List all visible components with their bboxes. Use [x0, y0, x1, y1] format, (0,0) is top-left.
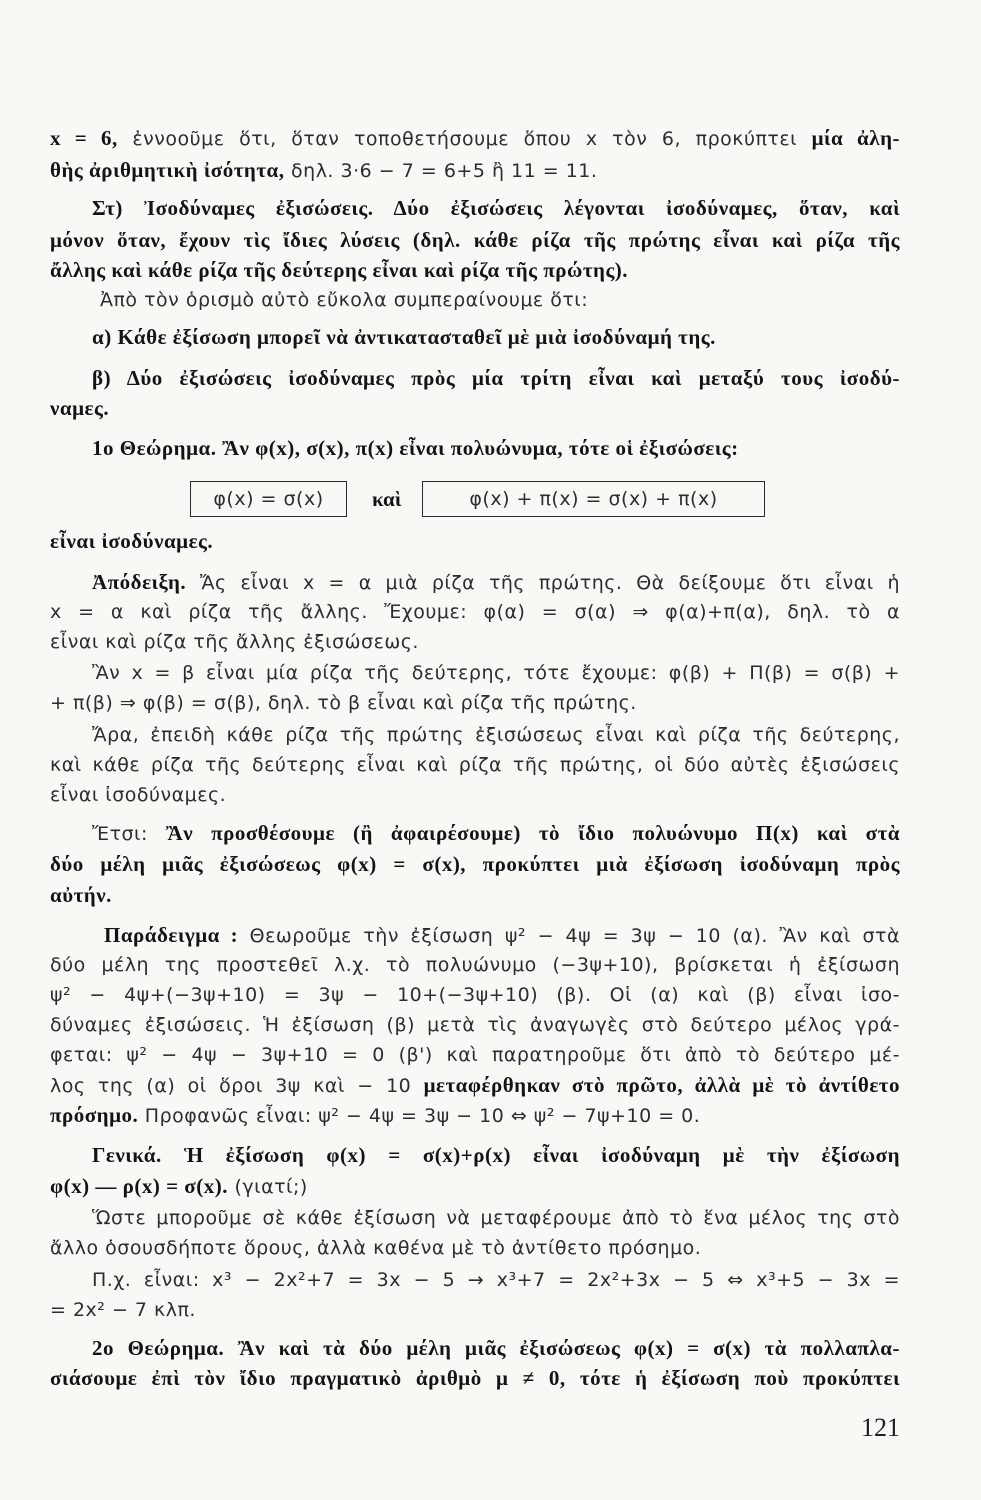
- section-heading-equivalent-equations: Στ) Ἰσοδύναμες ἐξισώσεις. Δύο ἐξισώσεις λέγονται ἰσοδύναμες, ὅταν, καὶ: [92, 196, 900, 220]
- text-line: [50, 1100, 900, 1130]
- emphasis-text: πρόσημο.: [50, 1103, 139, 1127]
- text-line: + π(β) ⇒ φ(β) = σ(β), δηλ. τὸ β εἶναι καὶ ρίζα τῆς πρώτης.: [50, 692, 637, 714]
- text-line: αὐτήν.: [50, 883, 112, 907]
- emphasis-text: μεταφέρθηκαν στὸ πρῶτο, ἀλλὰ μὲ τὸ ἀντίθετο: [423, 1073, 900, 1097]
- text-line: [104, 920, 900, 950]
- text-line: ψ² − 4ψ+(−3ψ+10) = 3ψ − 10+(−3ψ+10) (β). Οἱ (α) καὶ (β) εἶναι ἰσο-: [50, 984, 900, 1006]
- equation-connector: καὶ: [372, 487, 402, 511]
- emphasis-text: x = 6,: [50, 126, 118, 150]
- text-line: δύναμες ἐξισώσεις. Ἡ ἐξίσωση (β) μετὰ τὶς ἀναγωγὲς στὸ δεύτερο μέλος γρά-: [50, 1014, 900, 1036]
- body-text: λος της (α) οἱ ὅροι 3ψ καὶ − 10: [50, 1075, 424, 1097]
- list-item-b: β) Δύο ἐξισώσεις ἰσοδύναμες πρὸς μία τρίτη εἶναι καὶ μεταξύ τους ἰσοδύ-: [92, 366, 900, 390]
- text-line: Ἂν x = β εἶναι μία ρίζα τῆς δεύτερης, τότε ἔχουμε: φ(β) + Π(β) = σ(β) +: [92, 662, 900, 684]
- corollary-lead: Ἔτσι:: [92, 823, 148, 845]
- body-text: Προφανῶς εἶναι: ψ² − 4ψ = 3ψ − 10 ⇔ ψ² − 7ψ+10 = 0.: [138, 1105, 701, 1127]
- body-text: Θεωροῦμε τὴν ἐξίσωση ψ² − 4ψ = 3ψ − 10 (α). Ἂν καὶ στὰ: [238, 925, 900, 947]
- body-text: ἐννοοῦμε ὅτι, ὅταν τοποθετήσουμε ὅπου x τὸν 6, προκύπτει: [117, 128, 812, 150]
- text-line: [50, 1070, 900, 1100]
- emphasis-text: Ἂν προσθέσουμε (ἢ ἀφαιρέσουμε) τὸ ἴδιο πολυώνυμο Π(x) καὶ στὰ: [147, 821, 900, 845]
- consequence-text: Ἀπὸ τὸν ὁρισμὸ αὐτὸ εὔκολα συμπεραίνουμε ὅτι:: [100, 289, 589, 311]
- text-line: Ἄρα, ἐπειδὴ κάθε ρίζα τῆς πρώτης ἐξισώσεως εἶναι καὶ ρίζα τῆς δεύτερης,: [92, 724, 900, 746]
- text-line: εἶναι καὶ ρίζα τῆς ἄλλης ἐξισώσεως.: [50, 631, 419, 653]
- text-line: [50, 155, 900, 185]
- equation-box-left: [190, 481, 347, 517]
- definition-line: μόνον ὅταν, ἔχουν τὶς ἴδιες λύσεις (δηλ. κάθε ρίζα τῆς πρώτης εἶναι καὶ ρίζα τῆς: [50, 228, 900, 252]
- general-rule-heading: Γενικά. Ἡ ἐξίσωση φ(x) = σ(x)+ρ(x) εἶναι ἰσοδύναμη μὲ τὴν ἐξίσωση: [92, 1143, 900, 1167]
- theorem-1-heading: 1ο Θεώρημα. Ἂν φ(x), σ(x), π(x) εἶναι πολυώνυμα, τότε οἱ ἐξισώσεις:: [92, 436, 739, 460]
- text-line: Π.χ. εἶναι: x³ − 2x²+7 = 3x − 5 → x³+7 = 2x²+3x − 5 ⇔ x³+5 − 3x =: [92, 1269, 900, 1291]
- text-line: = 2x² − 7 κλπ.: [50, 1299, 196, 1321]
- equation-text: φ(x) = σ(x): [213, 488, 324, 510]
- text-line: [50, 1171, 900, 1201]
- body-text: δηλ. 3·6 − 7 = 6+5 ἢ 11 = 11.: [284, 160, 598, 182]
- theorem-2-heading: 2ο Θεώρημα. Ἂν καὶ τὰ δύο μέλη μιᾶς ἐξισώσεως φ(x) = σ(x) τὰ πολλαπλα-: [92, 1336, 900, 1360]
- theorem-1-conclusion: εἶναι ἰσοδύναμες.: [50, 529, 214, 553]
- text-line: ἄλλο ὁσουσδήποτε ὅρους, ἀλλὰ καθένα μὲ τὸ ἀντίθετο πρόσημο.: [50, 1237, 702, 1259]
- proof-label: Ἀπόδειξη.: [92, 570, 187, 594]
- emphasis-text: φ(x) — ρ(x) = σ(x).: [50, 1174, 228, 1198]
- text-line: Ὥστε μποροῦμε σὲ κάθε ἐξίσωση νὰ μεταφέρουμε ἀπὸ τὸ ἕνα μέλος της στὸ: [92, 1207, 900, 1229]
- equation-text: φ(x) + π(x) = σ(x) + π(x): [469, 488, 718, 510]
- text-line: φεται: ψ² − 4ψ − 3ψ+10 = 0 (β') καὶ παρατηροῦμε ὅτι ἀπὸ τὸ δεύτερο μέ-: [50, 1044, 900, 1066]
- text-line: x = α καὶ ρίζα τῆς ἄλλης. Ἔχουμε: φ(α) = σ(α) ⇒ φ(α)+π(α), δηλ. τὸ α: [50, 601, 900, 623]
- text-line: δύο μέλη μιᾶς ἐξισώσεως φ(x) = σ(x), προκύπτει μιὰ ἐξίσωση ἰσοδύναμη πρὸς: [50, 852, 900, 876]
- text-line: [92, 567, 900, 597]
- body-text: (γιατί;): [227, 1176, 308, 1198]
- text-line: σιάσουμε ἐπὶ τὸν ἴδιο πραγματικὸ ἀριθμὸ μ ≠ 0, τότε ἡ ἐξίσωση ποὺ προκύπτει: [50, 1366, 900, 1390]
- text-line: εἶναι ἰσοδύναμες.: [50, 784, 227, 806]
- list-item-a: α) Κάθε ἐξίσωση μπορεῖ νὰ ἀντικατασταθεῖ μὲ μιὰ ἰσοδύναμή της.: [92, 325, 716, 349]
- list-item-b-continued: ναμες.: [50, 396, 110, 420]
- definition-line: ἄλλης καὶ κάθε ρίζα τῆς δεύτερης εἶναι καὶ ρίζα τῆς πρώτης).: [50, 258, 629, 282]
- example-label: Παράδειγμα :: [104, 923, 239, 947]
- body-text: Ἄς εἶναι x = α μιὰ ρίζα τῆς πρώτης. Θὰ δείξουμε ὅτι εἶναι ἡ: [186, 572, 900, 594]
- emphasis-text: μία ἀλη-: [811, 126, 901, 150]
- text-line: καὶ κάθε ρίζα τῆς δεύτερης εἶναι καὶ ρίζα τῆς πρώτης, οἱ δύο αὐτὲς ἐξισώσεις: [50, 754, 900, 776]
- text-line: [50, 123, 900, 153]
- text-line: [92, 818, 900, 848]
- page-number: 121: [861, 1413, 900, 1442]
- emphasis-text: θὴς ἀριθμητικὴ ἰσότητα,: [50, 158, 285, 182]
- text-line: δύο μέλη της προστεθεῖ λ.χ. τὸ πολυώνυμο (−3ψ+10), βρίσκεται ἡ ἐξίσωση: [50, 954, 900, 976]
- equation-box-right: [422, 481, 765, 517]
